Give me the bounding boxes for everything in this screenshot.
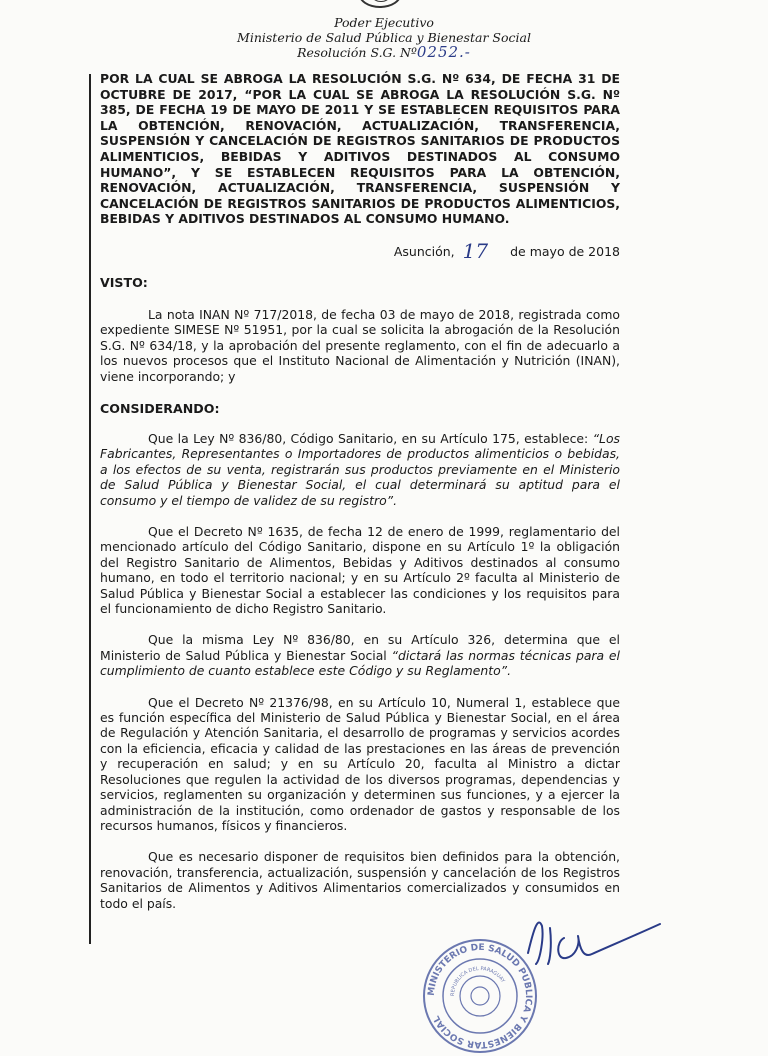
- left-margin-rule: [89, 74, 91, 944]
- p3-intro: Que la misma Ley Nº 836/80, en su Artículo 326, determina que el Ministerio de Salud Pública y Bienestar Social: [100, 632, 620, 663]
- letterhead-line-3: [0, 45, 768, 60]
- considerando-paragraph-3: [100, 632, 620, 678]
- svg-text:REPUBLICA DEL PARAGUAY: [450, 966, 506, 996]
- letterhead-line-1: Poder Ejecutivo: [334, 15, 434, 30]
- stamp-text: MINISTERIO DE SALUD PUBLICA Y BIENESTAR SOCIAL: [426, 942, 534, 1050]
- considerando-paragraph-1: [100, 431, 620, 508]
- p1-quote: “Los Fabricantes, Representantes o Importadores de productos alimenticios o bebidas, a los efectos de su venta, registrarán sus productos previamente en el Ministerio de Salud Pública y Bienestar Social, el cual determinará su aptitud para el consumo y el tiempo de validez de su registro”.: [100, 430, 620, 508]
- resolution-number: 0252.-: [416, 43, 471, 61]
- ministry-stamp: [420, 936, 540, 1056]
- signature: [520, 898, 670, 978]
- considerando-heading: CONSIDERANDO:: [100, 400, 220, 416]
- resolution-title: POR LA CUAL SE ABROGA LA RESOLUCIÓN S.G. Nº 634, DE FECHA 31 DE OCTUBRE DE 2017, “POR LA CUAL SE ABROGA LA RESOLUCIÓN S.G. Nº 385, DE FECHA 19 DE MAYO DE 2011 Y SE ESTABLECEN REQUISITOS PARA LA OBTENCIÓN, RENOVACIÓN, ACTUALIZACIÓN, TRANSFERENCIA, SUSPENSIÓN Y CANCELACIÓN DE REGISTROS SANITARIOS DE PRODUCTOS ALIMENTICIOS, BEBIDAS Y ADITIVOS DESTINADOS AL CONSUMO HUMANO”, Y SE ESTABLECEN REQUISITOS PARA LA OBTENCIÓN, RENOVACIÓN, ACTUALIZACIÓN, TRANSFERENCIA, SUSPENSIÓN Y CANCELACIÓN DE REGISTROS SANITARIOS DE PRODUCTOS ALIMENTICIOS, BEBIDAS Y ADITIVOS DESTINADOS AL CONSUMO HUMANO.: [100, 71, 620, 227]
- considerando-paragraph-2: Que el Decreto Nº 1635, de fecha 12 de enero de 1999, reglamentario del mencionado artículo del Código Sanitario, dispone en su Artículo 1º la obligación del Registro Sanitario de Alimentos, Bebidas y Aditivos destinados al consumo humano, en todo el territorio nacional; y en su Artículo 2º faculta al Ministerio de Salud Pública y Bienestar Social a establecer las condiciones y los requisitos para el funcionamiento de dicho Registro Sanitario.: [100, 524, 620, 617]
- resolution-label: Resolución S.G. Nº: [297, 45, 417, 60]
- visto-heading: VISTO:: [100, 274, 148, 290]
- letterhead: [0, 15, 768, 60]
- date-day: 17: [462, 238, 489, 263]
- document-body: [100, 71, 620, 911]
- p3-quote: “dictará las normas técnicas para el cumplimiento de cuanto establece este Código y su Reglamento”.: [100, 647, 620, 679]
- date-line: [100, 238, 620, 263]
- coat-of-arms-seal: [358, 0, 402, 8]
- date-rest: de mayo de 2018: [510, 243, 620, 259]
- considerando-paragraph-4: Que el Decreto Nº 21376/98, en su Artículo 10, Numeral 1, establece que es función específica del Ministerio de Salud Pública y Bienestar Social, en el área de Regulación y Atención Sanitaria, el desarrollo de programas y servicios acordes con la eficiencia, eficacia y calidad de las prestaciones en las áreas de prevención y recuperación en salud; y en su Artículo 20, faculta al Ministro a dictar Resoluciones que regulen la actividad de los diversos programas, dependencias y servicios, reglamenten su organización y determinen sus funciones, y a ejercer la administración de la institución, como ordenador de gastos y responsable de los recursos humanos, físicos y financieros.: [100, 694, 620, 833]
- date-city: Asunción,: [393, 243, 455, 259]
- visto-paragraph: La nota INAN Nº 717/2018, de fecha 03 de mayo de 2018, registrada como expediente SIMESE Nº 51951, por la cual se solicita la abrogación de la Resolución S.G. Nº 634/18, y la aprobación del presente reglamento, con el fin de adecuarlo a los nuevos procesos que el Instituto Nacional de Alimentación y Nutrición (INAN), viene incorporando; y: [100, 306, 620, 384]
- stamp-inner-text: REPUBLICA DEL PARAGUAY: [449, 965, 506, 997]
- letterhead-line-2: Ministerio de Salud Pública y Bienestar Social: [237, 30, 531, 45]
- considerando-paragraph-5: Que es necesario disponer de requisitos bien definidos para la obtención, renovación, transferencia, actualización, suspensión y cancelación de los Registros Sanitarios de Alimentos y Aditivos Alimentarios comercializados y consumidos en todo el país.: [100, 849, 620, 911]
- p1-intro: Que la Ley Nº 836/80, Código Sanitario, en su Artículo 175, establece:: [148, 430, 589, 446]
